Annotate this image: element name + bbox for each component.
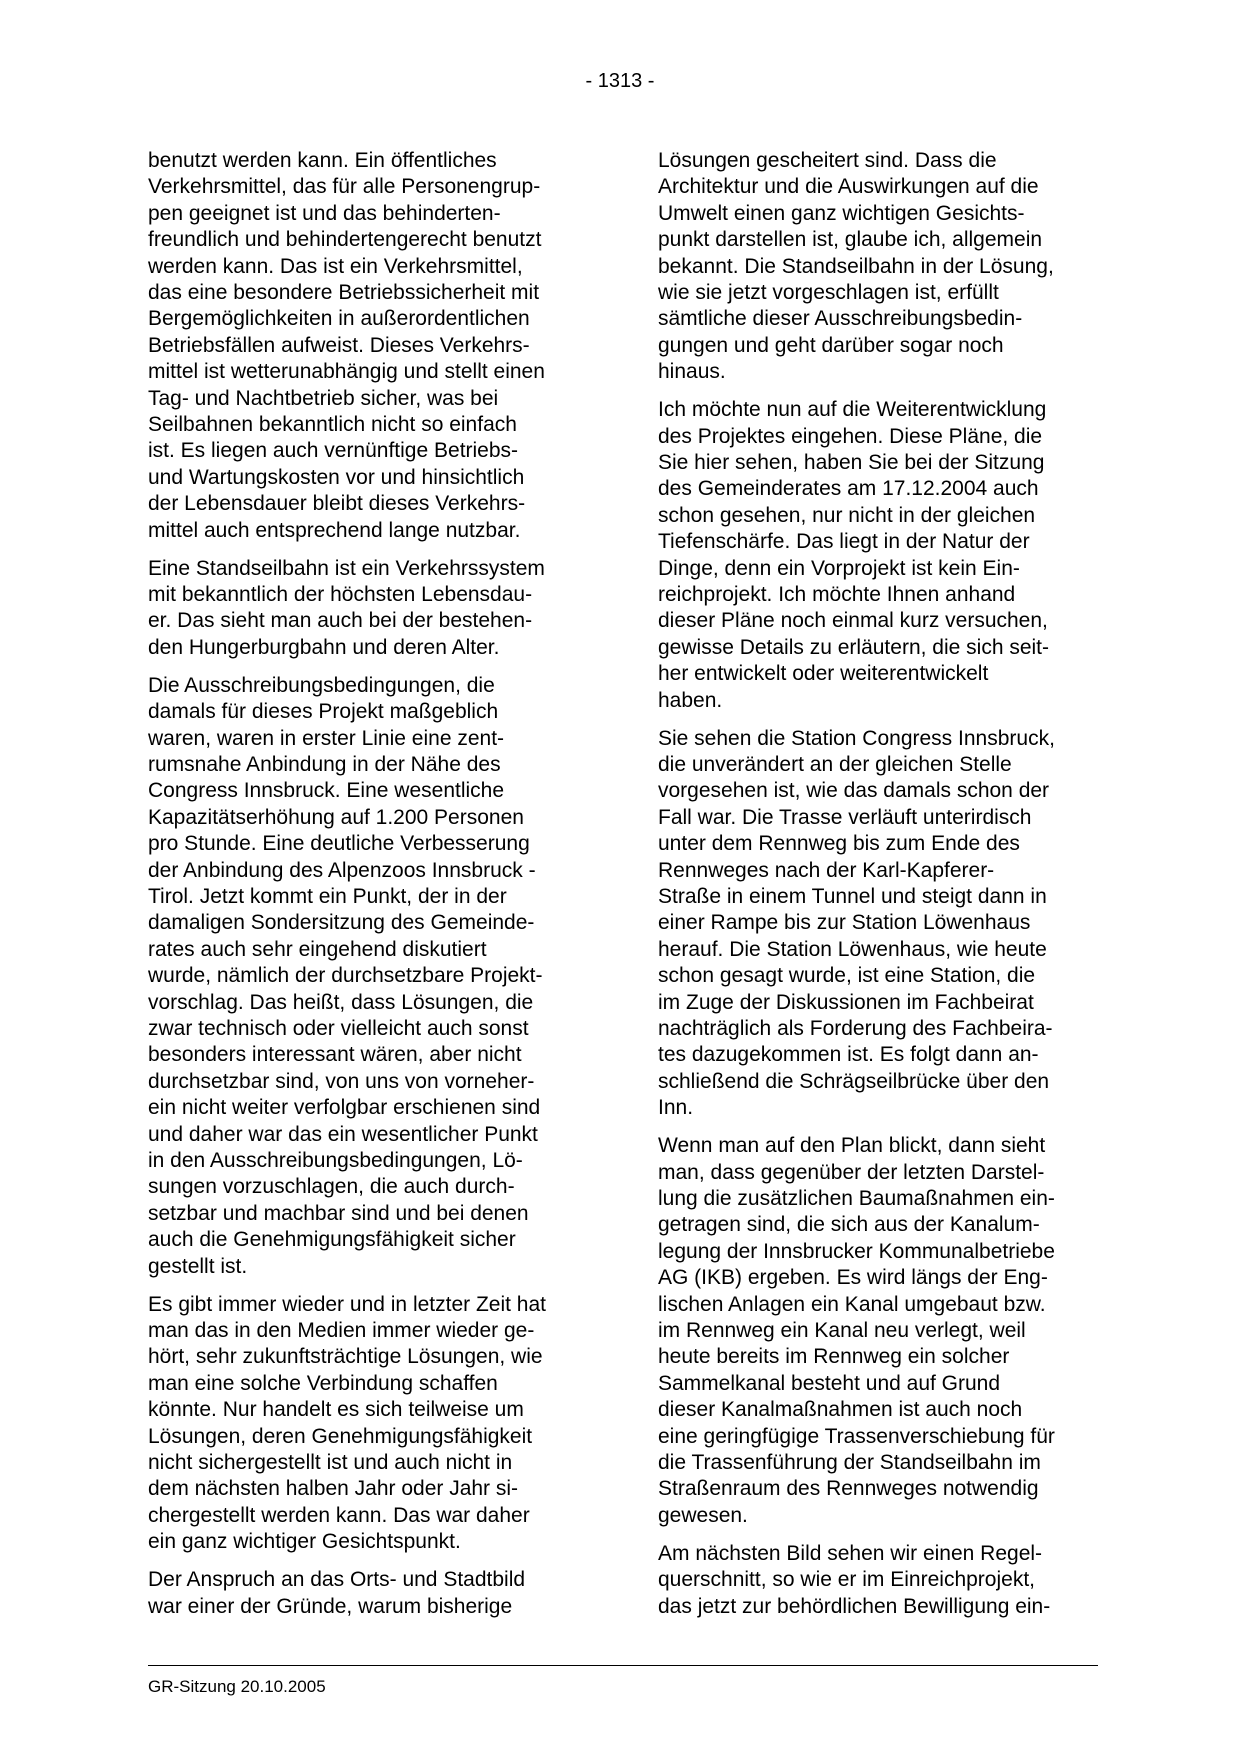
text-line: Verkehrsmittel, das für alle Personengrup-: [148, 175, 541, 199]
text-line: nachträglich als Forderung des Fachbeira-: [658, 1017, 1053, 1040]
text-line: reichprojekt. Ich möchte Ihnen anhand: [658, 583, 1016, 606]
text-line: wurde, nämlich der durchsetzbare Projekt-: [148, 964, 543, 988]
text-line: dem nächsten halben Jahr oder Jahr si-: [148, 1477, 519, 1501]
text-line: lung die zusätzlichen Baumaßnahmen ein-: [658, 1186, 1055, 1210]
text-line: hört, sehr zukunftsträchtige Lösungen, wie: [148, 1345, 543, 1369]
text-line: waren, waren in erster Linie eine zent-: [148, 726, 505, 750]
text-line: Betriebsfällen aufweist. Dieses Verkehrs-: [148, 333, 530, 357]
text-line: damals für dieses Projekt maßgeblich: [148, 700, 499, 724]
text-line: chergestellt werden kann. Das war daher: [148, 1503, 530, 1527]
text-line: rates auch sehr eingehend diskutiert: [148, 937, 487, 961]
text-line: könnte. Nur handelt es sich teilweise um: [148, 1398, 524, 1422]
text-line: mittel auch entsprechend lange nutzbar.: [148, 518, 521, 542]
text-line: des Gemeinderates am 17.12.2004 auch: [658, 477, 1039, 501]
text-line: zwar technisch oder vielleicht auch sonst: [148, 1017, 529, 1040]
text-line: dieser Kanalmaßnahmen ist auch noch: [658, 1398, 1023, 1422]
text-line: legung der Innsbrucker Kommunalbetriebe: [658, 1239, 1055, 1263]
text-line: die Trassenführung der Standseilbahn im: [658, 1451, 1041, 1474]
text-line: ein ganz wichtiger Gesichtspunkt.: [148, 1530, 461, 1554]
text-line: das eine besondere Betriebssicherheit mit: [148, 281, 540, 305]
text-line: Fall war. Die Trasse verläuft unterirdisch: [658, 805, 1032, 829]
text-line: Rennweges nach der Karl-Kapferer-: [658, 858, 995, 882]
text-line: und daher war das ein wesentlicher Punkt: [148, 1122, 538, 1146]
text-line: dieser Pläne noch einmal kurz versuchen,: [658, 609, 1048, 633]
text-line: und Wartungskosten vor und hinsichtlich: [148, 465, 525, 489]
text-line: nicht sichergestellt ist und auch nicht in: [148, 1451, 513, 1474]
text-line: das jetzt zur behördlichen Bewilligung ein-: [658, 1594, 1051, 1618]
text-line: der Anbindung des Alpenzoos Innsbruck -: [148, 858, 536, 882]
text-line: schon gesehen, nur nicht in der gleichen: [658, 503, 1036, 527]
text-line: mittel ist wetterunabhängig und stellt einen: [148, 360, 545, 384]
text-line: werden kann. Das ist ein Verkehrsmittel,: [148, 254, 523, 278]
paragraph: [658, 1541, 1108, 1620]
text-line: heute bereits im Rennweg ein solcher: [658, 1345, 1010, 1369]
text-line: war einer der Gründe, warum bisherige: [148, 1594, 513, 1618]
text-line: den Hungerburgbahn und deren Alter.: [148, 635, 500, 659]
text-line: Eine Standseilbahn ist ein Verkehrssystem: [148, 556, 545, 580]
text-line: mit bekanntlich der höchsten Lebensdau-: [148, 583, 533, 606]
text-line: Dinge, denn ein Vorprojekt ist kein Ein-: [658, 556, 1020, 580]
paragraph: [658, 726, 1108, 1122]
text-line: wie sie jetzt vorgeschlagen ist, erfüllt: [658, 281, 999, 305]
text-line: Tirol. Jetzt kommt ein Punkt, der in der: [148, 884, 507, 908]
text-line: Lösungen gescheitert sind. Dass die: [658, 149, 997, 172]
text-line: gewesen.: [658, 1503, 748, 1527]
text-line: Der Anspruch an das Orts- und Stadtbild: [148, 1568, 526, 1592]
text-line: punkt darstellen ist, glaube ich, allgemein: [658, 228, 1043, 252]
paragraph: [658, 148, 1108, 386]
text-line: man eine solche Verbindung schaffen: [148, 1371, 498, 1395]
text-line: gungen und geht darüber sogar noch: [658, 333, 1004, 357]
text-line: der Lebensdauer bleibt dieses Verkehrs-: [148, 492, 526, 516]
text-line: freundlich und behindertengerecht benutzt: [148, 228, 542, 252]
text-line: Kapazitätserhöhung auf 1.200 Personen: [148, 805, 524, 829]
text-line: ist. Es liegen auch vernünftige Betriebs-: [148, 439, 519, 463]
text-line: benutzt werden kann. Ein öffentliches: [148, 149, 497, 172]
text-line: auch die Genehmigungsfähigkeit sicher: [148, 1228, 516, 1252]
text-line: Sie hier sehen, haben Sie bei der Sitzung: [658, 450, 1045, 474]
text-line: Architektur und die Auswirkungen auf die: [658, 175, 1039, 199]
paragraph: [148, 673, 598, 1280]
text-line: man das in den Medien immer wieder ge-: [148, 1318, 535, 1342]
text-line: hinaus.: [658, 360, 726, 384]
paragraph: [658, 1133, 1108, 1529]
text-line: herauf. Die Station Löwenhaus, wie heute: [658, 937, 1047, 961]
paragraph: [148, 1292, 598, 1556]
text-line: vorschlag. Das heißt, dass Lösungen, die: [148, 990, 534, 1014]
text-line: man, dass gegenüber der letzten Darstel-: [658, 1160, 1045, 1184]
text-line: Sie sehen die Station Congress Innsbruck,: [658, 726, 1055, 750]
text-line: Bergemöglichkeiten in außerordentlichen: [148, 307, 530, 331]
text-line: Tiefenschärfe. Das liegt in der Natur der: [658, 530, 1030, 554]
paragraph: [148, 1567, 598, 1620]
text-line: haben.: [658, 688, 723, 712]
text-line: im Zuge der Diskussionen im Fachbeirat: [658, 990, 1034, 1014]
text-line: Es gibt immer wieder und in letzter Zeit hat: [148, 1292, 546, 1316]
paragraph: [658, 397, 1108, 714]
text-line: vorgesehen ist, wie das damals schon der: [658, 779, 1050, 803]
text-line: Umwelt einen ganz wichtigen Gesichts-: [658, 201, 1025, 225]
paragraph: [148, 556, 598, 662]
text-line: er. Das sieht man auch bei der bestehen-: [148, 609, 533, 633]
text-line: Ich möchte nun auf die Weiterentwicklung: [658, 398, 1047, 422]
text-line: Die Ausschreibungsbedingungen, die: [148, 673, 495, 697]
text-line: gewisse Details zu erläutern, die sich seit-: [658, 635, 1050, 659]
text-line: Inn.: [658, 1096, 694, 1120]
text-line: Straße in einem Tunnel und steigt dann in: [658, 884, 1047, 908]
text-line: eine geringfügige Trassenverschiebung für: [658, 1424, 1055, 1448]
footer-divider: [148, 1665, 1098, 1666]
text-line: her entwickelt oder weiterentwickelt: [658, 662, 989, 686]
text-line: Seilbahnen bekanntlich nicht so einfach: [148, 413, 517, 437]
text-line: Straßenraum des Rennweges notwendig: [658, 1477, 1039, 1501]
text-line: schon gesagt wurde, ist eine Station, die: [658, 964, 1036, 988]
text-line: pro Stunde. Eine deutliche Verbesserung: [148, 832, 530, 856]
text-line: pen geeignet ist und das behinderten-: [148, 201, 501, 225]
text-line: ein nicht weiter verfolgbar erschienen sind: [148, 1096, 541, 1120]
text-line: gestellt ist.: [148, 1254, 248, 1278]
text-line: Wenn man auf den Plan blickt, dann sieht: [658, 1134, 1046, 1158]
text-line: Lösungen, deren Genehmigungsfähigkeit: [148, 1424, 533, 1448]
text-line: lischen Anlagen ein Kanal umgebaut bzw.: [658, 1292, 1046, 1316]
text-line: Sammelkanal besteht und auf Grund: [658, 1371, 1001, 1395]
text-line: Am nächsten Bild sehen wir einen Regel-: [658, 1541, 1043, 1565]
text-line: schließend die Schrägseilbrücke über den: [658, 1069, 1050, 1093]
text-line: des Projektes eingehen. Diese Pläne, die: [658, 424, 1043, 448]
text-line: die unverändert an der gleichen Stelle: [658, 752, 1012, 776]
text-line: Congress Innsbruck. Eine wesentliche: [148, 779, 505, 803]
page-number: - 1313 -: [585, 70, 655, 92]
text-line: besonders interessant wären, aber nicht: [148, 1043, 522, 1067]
text-line: setzbar und machbar sind und bei denen: [148, 1201, 529, 1225]
text-line: sämtliche dieser Ausschreibungsbedin-: [658, 307, 1023, 331]
footer-session-date: GR-Sitzung 20.10.2005: [148, 1677, 326, 1696]
text-line: unter dem Rennweg bis zum Ende des: [658, 832, 1020, 856]
text-line: sungen vorzuschlagen, die auch durch-: [148, 1175, 515, 1199]
text-line: rumsnahe Anbindung in der Nähe des: [148, 752, 501, 776]
text-line: bekannt. Die Standseilbahn in der Lösung,: [658, 254, 1054, 278]
text-line: im Rennweg ein Kanal neu verlegt, weil: [658, 1318, 1026, 1342]
text-line: einer Rampe bis zur Station Löwenhaus: [658, 911, 1031, 935]
text-line: getragen sind, die sich aus der Kanalum-: [658, 1213, 1040, 1237]
text-column-right: [658, 148, 1108, 1631]
text-line: Tag- und Nachtbetrieb sicher, was bei: [148, 386, 499, 410]
text-line: AG (IKB) ergeben. Es wird längs der Eng-: [658, 1266, 1048, 1290]
text-line: damaligen Sondersitzung des Gemeinde-: [148, 911, 535, 935]
text-column-left: [148, 148, 598, 1631]
text-line: durchsetzbar sind, von uns von vorneher-: [148, 1069, 535, 1093]
paragraph: [148, 148, 598, 544]
text-line: tes dazugekommen ist. Es folgt dann an-: [658, 1043, 1039, 1067]
text-line: querschnitt, so wie er im Einreichprojekt,: [658, 1568, 1035, 1592]
text-line: in den Ausschreibungsbedingungen, Lö-: [148, 1149, 523, 1173]
